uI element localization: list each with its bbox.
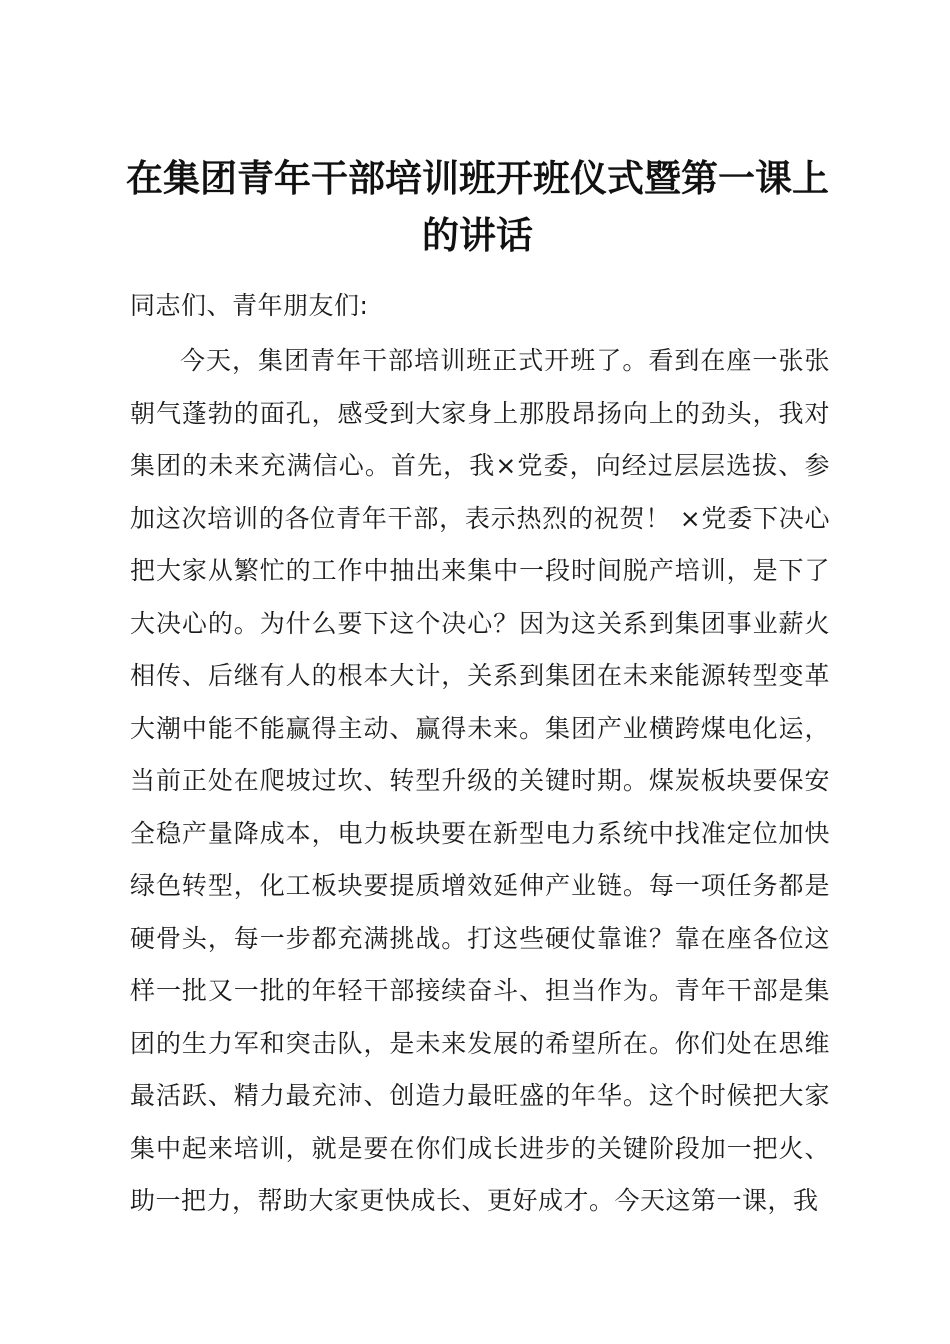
document-title: 在集团青年干部培训班开班仪式暨第一课上的讲话 [126,156,829,257]
salutation: 同志们、青年朋友们: [130,291,369,320]
body-paragraph: 今天，集团青年干部培训班正式开班了。看到在座一张张朝气蓬勃的面孔，感受到大家身上那股昂扬向上的劲头，我对集团的未来充满信心。首先，我×党委，向经过层层选拔、参加这次培训的各位青年干部，表示热烈的祝贺！ ×党委下决心把大家从繁忙的工作中抽出来集中一段时间脱产培训，是下了大决心的。为什么要下这个决心？因为这关系到集团事业薪火相传、后继有人的根本大计，关系到集团在未来能源转型变革大潮中能不能赢得主动、赢得未来。集团产业横跨煤电化运，当前正处在爬坡过坎、转型升级的关键时期。煤炭板块要保安全稳产量降成本，电力板块要在新型电力系统中找准定位加快绿色转型，化工板块要提质增效延伸产业链。每一项任务都是硬骨头，每一步都充满挑战。打这些硬仗靠谁？靠在座各位这样一批又一批的年轻干部接续奋斗、担当作为。青年干部是集团的生力军和突击队，是未来发展的希望所在。你们处在思维最活跃、精力最充沛、创造力最旺盛的年华。这个时候把大家集中起来培训，就是要在你们成长进步的关键阶段加一把火、助一把力，帮助大家更快成长、更好成才。今天这第一课，我 [130,346,830,1215]
